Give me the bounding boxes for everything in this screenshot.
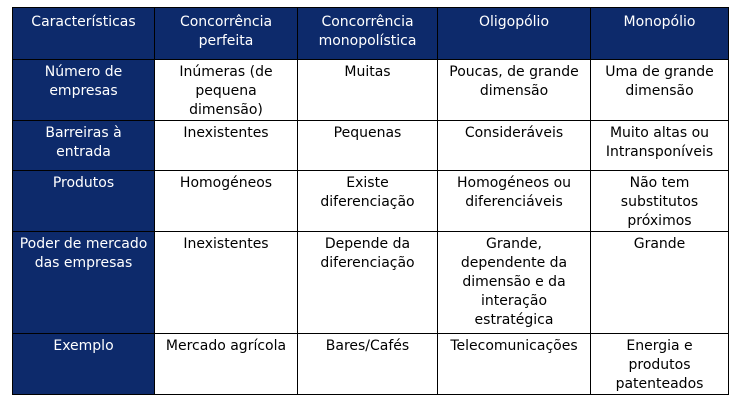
table-cell: Muitas	[298, 60, 438, 121]
table-cell: Consideráveis	[438, 121, 591, 171]
header-perfect-competition: Concorrência perfeita	[155, 8, 298, 60]
table-cell: Homogéneos	[155, 171, 298, 232]
table-row	[13, 121, 729, 171]
table-cell: Bares/Cafés	[298, 334, 438, 395]
table-cell: Existe diferenciação	[298, 171, 438, 232]
row-label: Barreiras à entrada	[13, 121, 155, 171]
row-label: Número de empresas	[13, 60, 155, 121]
table-cell: Homogéneos ou diferenciáveis	[438, 171, 591, 232]
table-cell: Inexistentes	[155, 121, 298, 171]
table-cell: Energia e produtos patenteados	[591, 334, 729, 395]
table-row	[13, 60, 729, 121]
header-monopolistic-competition: Concorrência monopolística	[298, 8, 438, 60]
header-oligopoly: Oligopólio	[438, 8, 591, 60]
table-cell: Uma de grande dimensão	[591, 60, 729, 121]
table-row	[13, 171, 729, 232]
market-structures-table-wrapper	[12, 7, 729, 395]
table-cell: Grande	[591, 232, 729, 334]
table-cell: Não tem substitutos próximos	[591, 171, 729, 232]
table-cell: Pequenas	[298, 121, 438, 171]
table-cell: Telecomunicações	[438, 334, 591, 395]
table-cell: Grande, dependente da dimensão e da interação estratégica	[438, 232, 591, 334]
table-cell: Mercado agrícola	[155, 334, 298, 395]
row-label: Poder de mercado das empresas	[13, 232, 155, 334]
table-cell: Inúmeras (de pequena dimensão)	[155, 60, 298, 121]
table-row	[13, 232, 729, 334]
row-label: Produtos	[13, 171, 155, 232]
header-row	[13, 8, 729, 60]
market-structures-table	[12, 7, 729, 395]
table-cell: Poucas, de grande dimensão	[438, 60, 591, 121]
table-cell: Inexistentes	[155, 232, 298, 334]
header-characteristics: Características	[13, 8, 155, 60]
header-monopoly: Monopólio	[591, 8, 729, 60]
row-label: Exemplo	[13, 334, 155, 395]
table-row	[13, 334, 729, 395]
table-cell: Muito altas ou Intransponíveis	[591, 121, 729, 171]
table-cell: Depende da diferenciação	[298, 232, 438, 334]
